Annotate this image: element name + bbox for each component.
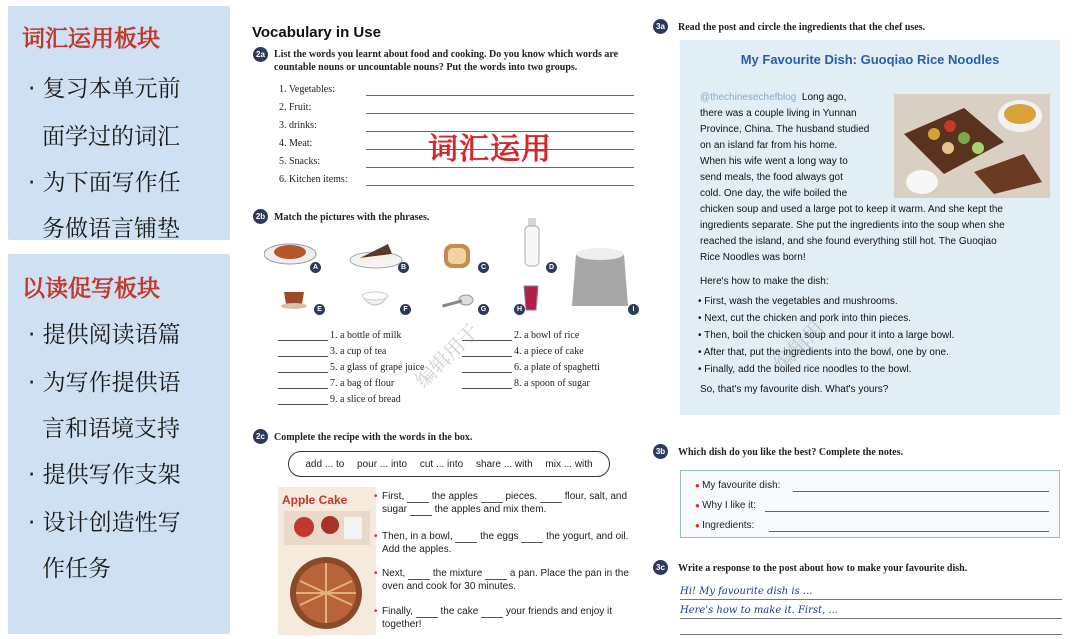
post-body-wide: chicken soup and used a large pot to keep it warm. And she kept the ingredients separate. She put the ingredients into the soup when she reached the island, and she found everything still hot. The Guoqiao Rice Noodles was born! xyxy=(700,204,1005,263)
panel-line: · 为写作提供语 xyxy=(28,370,181,396)
panel-line: 言和语境支持 xyxy=(42,416,180,442)
category-label: 3. drinks: xyxy=(279,120,317,131)
left-panel-reading xyxy=(8,254,230,634)
panel-line: · 复习本单元前 xyxy=(28,76,181,102)
exercise-badge-2c: 2c xyxy=(253,429,268,444)
panel-line: · 设计创造性写 xyxy=(28,510,181,536)
milk-bottle-icon xyxy=(522,216,542,268)
exercise-badge-3c: 3c xyxy=(653,560,668,575)
answer-blank[interactable] xyxy=(521,533,543,543)
word-option: cut ... into xyxy=(419,458,464,470)
answer-blank[interactable] xyxy=(278,395,328,405)
word-option: mix ... with xyxy=(545,458,593,470)
writing-line[interactable] xyxy=(680,599,1062,600)
note-label: ● My favourite dish: xyxy=(695,480,780,491)
recipe-card xyxy=(278,487,376,635)
phrase-item: 9. a slice of bread xyxy=(278,394,401,405)
panel-line: · 提供阅读语篇 xyxy=(28,322,181,348)
answer-line[interactable] xyxy=(793,491,1049,492)
instruction-3a: Read the post and circle the ingredients that the chef uses. xyxy=(678,22,926,33)
method-step: • First, wash the vegetables and mushrooms. xyxy=(698,296,898,307)
instruction-3b: Which dish do you like the best? Complete the notes. xyxy=(678,447,904,458)
word-option: add ... to xyxy=(305,458,345,470)
section-heading-vocab: Vocabulary in Use xyxy=(252,24,381,41)
exercise-badge-2a: 2a xyxy=(253,47,268,62)
writing-line[interactable] xyxy=(680,634,1062,635)
answer-line[interactable] xyxy=(765,511,1049,512)
phrase-item: 3. a cup of tea xyxy=(278,346,386,357)
reading-page xyxy=(648,0,1080,639)
noodle-dish-photo-icon xyxy=(894,94,1050,198)
phrase-item: 8. a spoon of sugar xyxy=(462,378,590,389)
phrase-item: 5. a glass of grape juice xyxy=(278,362,424,373)
method-step: • After that, put the ingredients into the bowl, one by one. xyxy=(698,347,949,358)
writing-line[interactable] xyxy=(680,618,1062,619)
phrase-item: 2. a bowl of rice xyxy=(462,330,579,341)
post-handle: @thechinesechefblog xyxy=(700,92,797,103)
recipe-step-4: • Finally, the cake your friends and enjoy it together! xyxy=(382,605,636,631)
panel-title-reading: 以读促写板块 xyxy=(22,276,160,302)
answer-blank[interactable] xyxy=(408,570,430,580)
picture-label: C xyxy=(478,262,489,273)
method-step: • Next, cut the chicken and pork into thin pieces. xyxy=(698,313,911,324)
answer-blank[interactable] xyxy=(410,506,432,516)
handwritten-line: Hi! My favourite dish is ... xyxy=(680,586,813,597)
post-body-narrow: @thechinesechefblog Long ago, there was a couple living in Yunnan Province, China. The husband studied on an island far from his home. When his wife went a long way to send meals, the food always got cold. One day, the wife boiled the xyxy=(700,92,870,199)
picture-label: F xyxy=(400,304,411,315)
answer-blank[interactable] xyxy=(455,533,477,543)
category-label: 1. Vegetables: xyxy=(279,84,335,95)
exercise-badge-2b: 2b xyxy=(253,209,268,224)
phrase-item: 7. a bag of flour xyxy=(278,378,394,389)
phrase-item: 1. a bottle of milk xyxy=(278,330,401,341)
answer-blank[interactable] xyxy=(278,331,328,341)
answer-blank[interactable] xyxy=(407,493,429,503)
answer-blank[interactable] xyxy=(540,493,562,503)
instruction-2b: Match the pictures with the phrases. xyxy=(274,212,430,223)
exercise-badge-3b: 3b xyxy=(653,444,668,459)
picture-label: E xyxy=(314,304,325,315)
tea-cup-icon xyxy=(280,286,310,310)
picture-label: G xyxy=(478,304,489,315)
note-label: ● Ingredients: xyxy=(695,520,754,531)
watermark: 编辑用 xyxy=(769,315,829,376)
blog-post xyxy=(680,40,1060,415)
phrase-item: 4. a piece of cake xyxy=(462,346,584,357)
panel-title-vocab: 词汇运用板块 xyxy=(22,26,160,52)
picture-label: I xyxy=(628,304,639,315)
handwritten-line: Here's how to make it. First, ... xyxy=(680,605,838,616)
word-box xyxy=(288,451,610,477)
category-label: 2. Fruit: xyxy=(279,102,312,113)
answer-line[interactable] xyxy=(366,95,634,96)
apple-cake-photo-icon xyxy=(284,511,370,631)
stamp-vocab-use: 词汇运用 xyxy=(428,132,552,167)
watermark: 编辑用于 xyxy=(410,318,484,393)
picture-label: H xyxy=(514,304,525,315)
panel-line: · 提供写作支架 xyxy=(28,462,181,488)
picture-label: D xyxy=(546,262,557,273)
exercise-badge-3a: 3a xyxy=(653,19,668,34)
sugar-spoon-icon xyxy=(440,292,474,310)
recipe-step-1: • First, the apples pieces. flour, salt, and sugar the apples and mix them. xyxy=(382,490,636,516)
answer-line[interactable] xyxy=(366,185,634,186)
panel-line: 作任务 xyxy=(42,556,111,582)
post-howto: Here's how to make the dish: xyxy=(700,276,829,287)
category-label: 6. Kitchen items: xyxy=(279,174,348,185)
picture-label: B xyxy=(398,262,409,273)
answer-blank[interactable] xyxy=(278,347,328,357)
instruction-2c: Complete the recipe with the words in the box. xyxy=(274,432,473,443)
recipe-step-2: • Then, in a bowl, the eggs the yogurt, and oil. Add the apples. xyxy=(382,530,636,556)
instruction-3c: Write a response to the post about how to make your favourite dish. xyxy=(678,563,968,574)
word-option: pour ... into xyxy=(357,458,408,470)
picture-label: A xyxy=(310,262,321,273)
answer-blank[interactable] xyxy=(462,363,512,373)
left-panel-vocab xyxy=(8,6,230,240)
answer-blank[interactable] xyxy=(481,608,503,618)
panel-line: · 为下面写作任 xyxy=(28,170,181,196)
answer-blank[interactable] xyxy=(481,493,503,503)
panel-line: 务做语言铺垫 xyxy=(42,216,180,242)
bread-slice-icon xyxy=(442,240,472,270)
phrase-item: 6. a plate of spaghetti xyxy=(462,362,600,373)
method-step: • Then, boil the chicken soup and pour it into a large bowl. xyxy=(698,330,954,341)
recipe-step-3: • Next, the mixture a pan. Place the pan in the oven and cook for 30 minutes. xyxy=(382,567,636,593)
answer-line[interactable] xyxy=(769,531,1049,532)
instruction-2a: List the words you learnt about food and cooking. Do you know which words are countable nouns or uncountable nouns? Put the words into two groups. xyxy=(274,49,619,73)
category-label: 4. Meat: xyxy=(279,138,313,149)
answer-blank[interactable] xyxy=(416,608,438,618)
cake-plate-icon xyxy=(348,234,404,270)
flour-bag-icon xyxy=(570,240,630,312)
vocabulary-page xyxy=(244,0,644,639)
answer-blank[interactable] xyxy=(462,379,512,389)
recipe-title: Apple Cake xyxy=(282,493,348,507)
answer-blank[interactable] xyxy=(278,379,328,389)
note-label: ● Why I like it: xyxy=(695,500,756,511)
notes-box xyxy=(680,470,1060,538)
post-title: My Favourite Dish: Guoqiao Rice Noodles xyxy=(740,52,1000,67)
category-label: 5. Snacks: xyxy=(279,156,321,167)
word-option: share ... with xyxy=(475,458,533,470)
answer-blank[interactable] xyxy=(278,363,328,373)
method-step: • Finally, add the boiled rice noodles to the bowl. xyxy=(698,364,911,375)
answer-blank[interactable] xyxy=(485,570,507,580)
post-closing: So, that's my favourite dish. What's yours? xyxy=(700,384,889,395)
panel-line: 面学过的词汇 xyxy=(42,124,180,150)
rice-bowl-icon xyxy=(360,288,390,312)
answer-line[interactable] xyxy=(366,113,634,114)
